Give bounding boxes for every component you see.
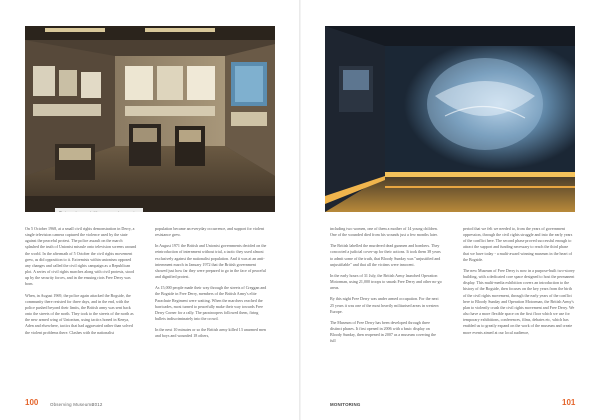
paragraph: In the early hours of 31 July, the British Army launched Operation Motorman, using 21,000 troops to smash Free Derry and other no-go areas.	[330, 272, 442, 291]
paragraph: The new Museum of Free Derry is now in a purpose-built two-storey building, with a dedicated core space designed to host the permanent display. This multi-media exhibition covers an introduction to the history of the Bogside, then focuses on the key years from the birth of the civil rights movement, through the early years of the conflict here to Bloody Sunday and Operation Motorman, the British Army's plan to violently crush the civil rights movement and Free Derry. We also have a more flexible space on the first floor which we use for temporary exhibitions, conferences, films, debates etc, which has enabled us to greatly expand on the work of the museum and create more events aimed at our local audience,	[463, 267, 575, 335]
museum-gallery-photo	[25, 26, 275, 212]
section-label: MONITORING	[330, 402, 361, 407]
article-column-1	[25, 226, 137, 341]
paragraph: As 15,000 people made their way through the streets of Creggan and the Bogside in Free Derry, members of the British Army's elite Parachute Regiment were waiting. When the marchers reached the barricades, most turned to peacefully make their way towards Free Derry Corner for a rally. The paratroopers followed them, firing bullets indiscriminately into the crowd.	[155, 285, 267, 322]
article-column-2	[155, 226, 267, 345]
publication-name: Observing Museums	[50, 402, 94, 407]
photo-caption	[55, 208, 143, 212]
article-column-3	[330, 226, 442, 350]
museum-projection-illustration	[325, 26, 575, 212]
paragraph: including two women, one of them a mother of 14 young children. One of the wounded died from his wounds just a few months later.	[330, 226, 438, 238]
page-number: 101	[562, 398, 576, 407]
paragraph: In the next 10 minutes or so the British army killed 13 unarmed men and boys and wounded 18 others,	[155, 327, 266, 339]
paragraph: In August 1971 the British and Unionist governments decided on the reintroduction of internment without trial, a tactic they used almost exclusively against the nationalist population. And it was at an anti-internment march in January 1972 that the British government showed just how far they were prepared to go in the face of peaceful and dignified protest.	[155, 243, 267, 280]
paragraph: population became an everyday occurrence, and support for violent resistance grew.	[155, 226, 265, 238]
paragraph: period that we felt we needed to, from the years of government oppression, through the civil rights struggle and into the early years of the conflict here. The second phase proved successful enough to attract the support and funding necessary to reach the third phase that we have today - a multi-award winning museum in the heart of the Bogside.	[463, 226, 573, 262]
paragraph: The British labelled the murdered dead gunmen and bombers. They concocted a judicial cover-up for their actions. It took them 38 years to admit some of the truth, that Bloody Sunday was "unjustified and unjustifiable" and that all the victims were innocent.	[330, 243, 441, 267]
page-number: 100	[25, 398, 39, 407]
paragraph: On 5 October 1968, at a small civil rights demonstration in Derry, a single television camera captured the violence used by the state against the peaceful protest. The police assault on the march splashed the truth of Unionist misrule onto television screens around the world. In the aftermath of 5 October the civil rights movement grew, as did opposition to it. Extremists within unionism opposed any changes and called the civil rights campaign as a Republican plot. A series of civil rights marches along with civil protests, stood up by the security forces, and in the ensuing riots Free Derry was born.	[25, 226, 137, 287]
right-page	[300, 0, 600, 420]
museum-projection-photo	[325, 26, 575, 212]
article-column-4	[463, 226, 575, 341]
paragraph: When, in August 1969, the police again attacked the Bogside, the community there resisted for three days, and in the end, with the police pushed beyond their limits, the British army was sent back onto the streets of the north. They took to the streets of the north as the new armed wing of Unionism, using tactics honed in Kenya, Aden and elsewhere, tactics that had aggravated rather than solved the violent problems there. Clashes with the nationalist	[25, 292, 134, 335]
museum-gallery-illustration	[25, 26, 275, 212]
paragraph: The Museum of Free Derry has been developed through three distinct phases. It first opened in 2006 with a basic display on Bloody Sunday, then reopened in 2007 as a museum covering the full	[330, 319, 436, 344]
issue-date: 2012	[92, 402, 103, 407]
paragraph: By this night Free Derry was under armed occupation. For the next 25 years it was one of the most heavily militarised areas in western Europe.	[330, 296, 439, 314]
